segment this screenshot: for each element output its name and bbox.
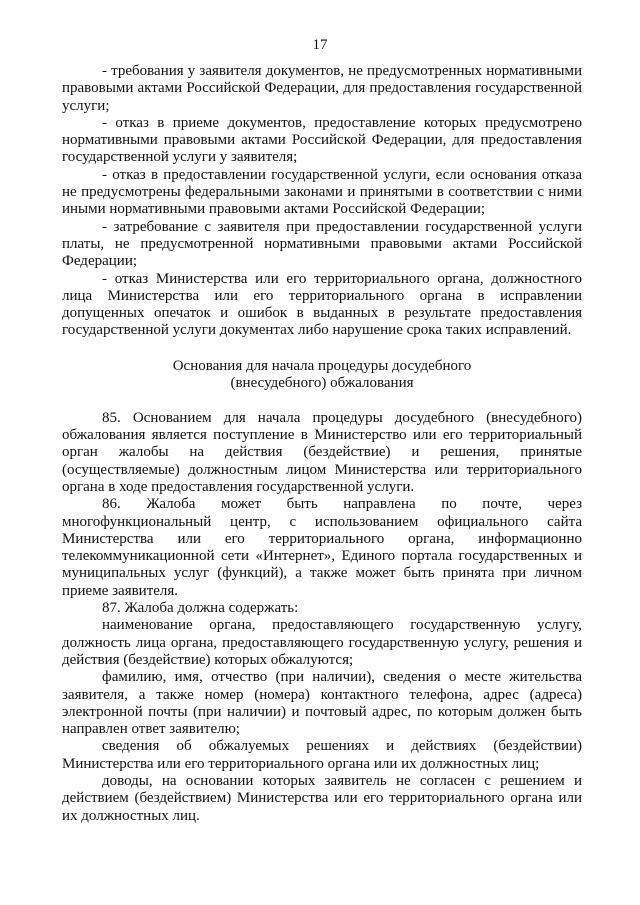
paragraph: 86. Жалоба может быть направлена по почте, через многофункциональный центр, с использованием официального сайта Министерства или его территориального органа, информационно телекоммуникационной сети «Интернет», Единого портала государственных и муниципальных услуг (функций), а также может быть принята при личном приеме заявителя. bbox=[62, 496, 582, 599]
paragraph: 85. Основанием для начала процедуры досудебного (внесудебного) обжалования является поступление в Министерство или его территориальный орган жалобы на действия (бездействие) и решения, принятые (осуществляемые) должностным лицом Министерства или территориального органа в ходе предоставления государственной услуги. bbox=[62, 409, 582, 495]
section-heading-line: (внесудебного) обжалования bbox=[230, 375, 414, 392]
paragraph: доводы, на основании которых заявитель не согласен с решением и действием (бездействием) Министерства или его территориального органа или их должностных лиц. bbox=[62, 772, 582, 824]
list-item: - требования у заявителя документов, не предусмотренных нормативными правовыми актами Российской Федерации, для предоставления государственной услуги; bbox=[62, 63, 582, 114]
paragraph: сведения об обжалуемых решениях и действиях (бездействии) Министерства или его территориального органа или их должностных лиц; bbox=[62, 738, 582, 772]
document-body bbox=[62, 63, 582, 825]
list-item: - затребование с заявителя при предоставлении государственной услуги платы, не предусмотренной нормативными правовыми актами Российской Федерации; bbox=[62, 218, 582, 270]
paragraph: фамилию, имя, отчество (при наличии), сведения о месте жительства заявителя, а также номер (номера) контактного телефона, адрес (адреса) электронной почты (при наличии) и почтовый адрес, по которым должен быть направлен ответ заявителю; bbox=[62, 669, 582, 738]
page-number: 17 bbox=[312, 37, 328, 53]
list-item: - отказ в предоставлении государственной услуги, если основания отказа не предусмотрены федеральными законами и принятыми в соответствии с ними иными нормативными правовыми актами Российской Федерации; bbox=[62, 166, 582, 218]
section-heading bbox=[62, 358, 582, 393]
list-item: - отказ в приеме документов, предоставление которых предусмотрено нормативными правовыми актами Российской Федерации, для предоставления государственной услуги у заявителя; bbox=[62, 114, 582, 166]
section-heading-line: Основания для начала процедуры досудебного bbox=[172, 357, 472, 374]
list-item: - отказ Министерства или его территориального органа, должностного лица Министерства или его территориального органа в исправлении допущенных опечаток и ошибок в выданных в результате предоставления государственной услуги документах либо нарушение срока таких исправлений. bbox=[62, 270, 582, 339]
paragraph: 87. Жалоба должна содержать: bbox=[102, 600, 299, 617]
paragraph: наименование органа, предоставляющего государственную услугу, должность лица органа, предоставляющего государственную услугу, решения и действия (бездействие) которых обжалуются; bbox=[62, 617, 582, 668]
